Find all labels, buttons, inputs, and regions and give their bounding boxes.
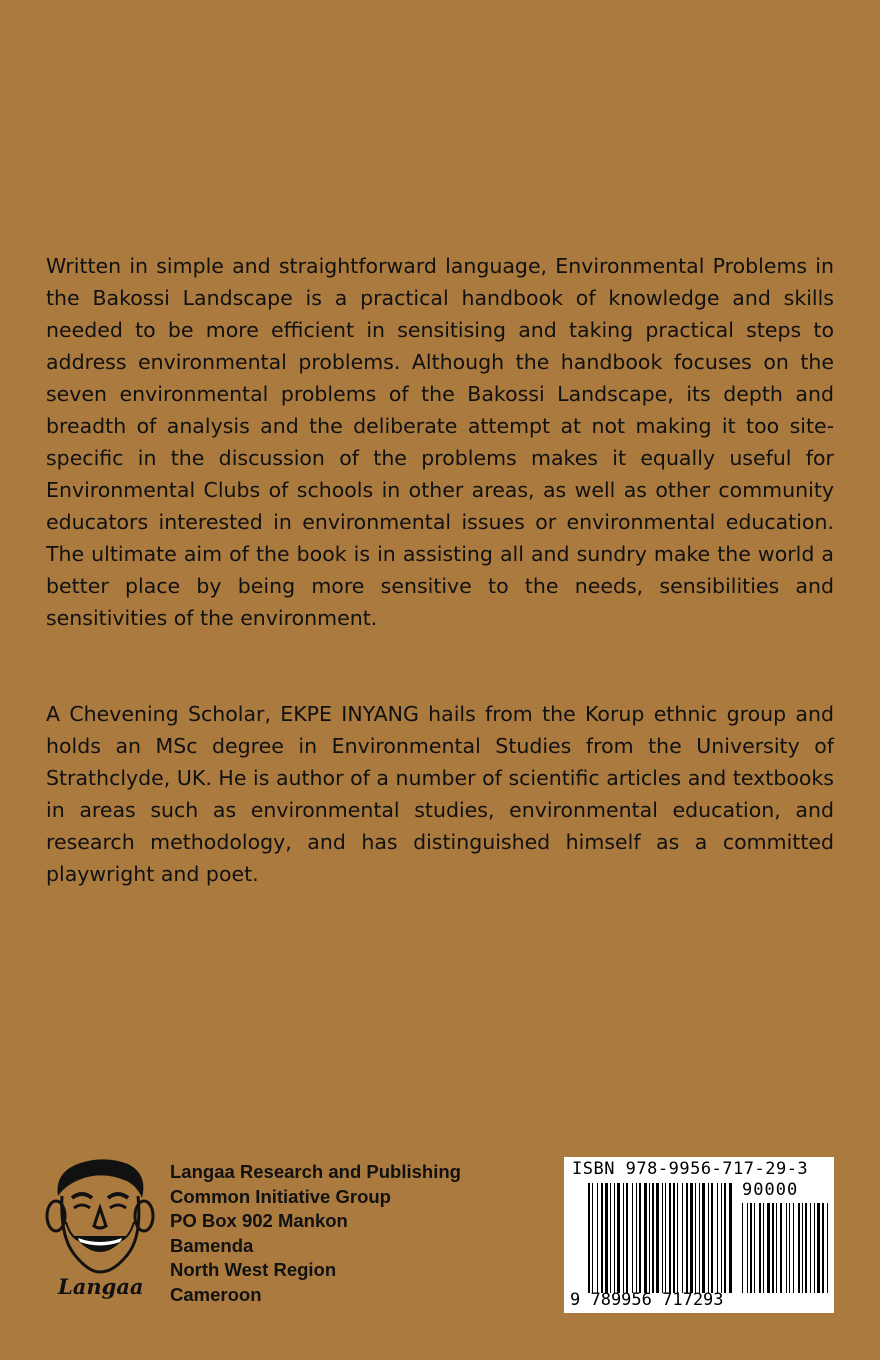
barcode-bar xyxy=(814,1203,815,1293)
barcode-bar xyxy=(702,1183,705,1293)
barcode-bar xyxy=(805,1203,807,1293)
barcode-bar xyxy=(605,1183,608,1293)
barcode-bar xyxy=(632,1183,633,1293)
barcode-bar xyxy=(669,1183,671,1293)
publisher-logo xyxy=(44,1156,156,1310)
barcode-bar xyxy=(786,1203,787,1293)
barcode-bar xyxy=(754,1203,755,1293)
barcode-bar xyxy=(822,1203,824,1293)
barcode-bar xyxy=(597,1183,598,1293)
barcode-bar xyxy=(767,1203,770,1293)
publisher-address-line: Cameroon xyxy=(170,1283,262,1305)
publisher-address-line: Langaa Research and Publishing xyxy=(170,1161,461,1182)
barcode-bar xyxy=(772,1203,774,1293)
barcode-bar xyxy=(639,1183,641,1293)
barcode-bar xyxy=(592,1183,593,1293)
barcode-bar xyxy=(610,1183,611,1293)
barcode-bar xyxy=(750,1203,752,1293)
barcode-bar xyxy=(617,1183,620,1293)
isbn-label: ISBN 978-9956-717-29-3 xyxy=(572,1159,809,1179)
barcode-bar xyxy=(793,1203,794,1293)
barcode-bar xyxy=(759,1203,761,1293)
publisher-address-line: Bamenda xyxy=(170,1234,254,1256)
barcode-bar xyxy=(817,1203,820,1293)
publisher-address xyxy=(170,1160,461,1307)
laughing-face-icon xyxy=(44,1156,156,1276)
publisher-address-line: North West Region xyxy=(170,1259,337,1280)
barcode-bar xyxy=(776,1203,777,1293)
barcode-bar xyxy=(690,1183,693,1293)
barcode-bar xyxy=(673,1183,675,1293)
barcode-bar xyxy=(699,1183,700,1293)
barcode-bar xyxy=(827,1203,828,1293)
barcode-bar xyxy=(742,1203,743,1293)
barcode-bar xyxy=(656,1183,659,1293)
barcode-bar xyxy=(682,1183,683,1293)
barcode-bar xyxy=(662,1183,663,1293)
barcode-bar xyxy=(649,1183,650,1293)
publisher-address-line: PO Box 902 Mankon xyxy=(170,1210,348,1231)
barcode-bar xyxy=(724,1183,726,1293)
barcode-bar xyxy=(614,1183,615,1293)
barcode-bar xyxy=(677,1183,678,1293)
blurb-paragraph-author-bio: A Chevening Scholar, EKPE INYANG hails from the Korup ethnic group and holds an MSc degree in Environmental Studies from the University of Strathclyde, UK. He is author of a number of scientific articles and textbooks in areas such as environmental studies, environmental education, and research methodology, and has distinguished himself as a committed playwright and poet. xyxy=(46,702,834,886)
blurb-paragraph-summary: Written in simple and straightforward language, Environmental Problems in the Bakossi Landscape is a practical handbook of knowledge and skills needed to be more efficient in sensitising and taking practical steps to address environmental problems. Although the handbook focuses on the seven environmental problems of the Bakossi Landscape, its depth and breadth of analysis and the deliberate attempt at not making it too site-specific in the discussion of the problems makes it equally useful for Environmental Clubs of schools in other areas, as well as other community educators interested in environmental issues or environmental education. The ultimate aim of the book is in assisting all and sundry make the world a better place by being more sensitive to the needs, sensibilities and sensitivities of the environment. xyxy=(46,254,834,630)
barcode-bar xyxy=(588,1183,590,1293)
barcode-bar xyxy=(711,1183,713,1293)
barcode-bar xyxy=(721,1183,722,1293)
barcode-bar xyxy=(644,1183,647,1293)
barcode-bar xyxy=(747,1203,748,1293)
barcode-bar xyxy=(636,1183,637,1293)
barcode-bar xyxy=(729,1183,732,1293)
barcode-bar xyxy=(717,1183,718,1293)
barcode-bar xyxy=(665,1183,666,1293)
barcode-bar xyxy=(780,1203,782,1293)
barcode-bar xyxy=(626,1183,628,1293)
barcode-bar xyxy=(708,1183,709,1293)
barcode-bar xyxy=(789,1203,790,1293)
barcode-bar xyxy=(601,1183,603,1293)
barcode-bar xyxy=(652,1183,654,1293)
barcode-bar xyxy=(623,1183,624,1293)
publisher-logo-wordmark: Langaa xyxy=(58,1274,144,1299)
publisher-address-line: Common Initiative Group xyxy=(170,1185,391,1207)
isbn-barcode xyxy=(564,1157,834,1313)
barcode-bar xyxy=(695,1183,696,1293)
ean-digits: 9 789956 717293 xyxy=(570,1290,724,1310)
price-code: 90000 xyxy=(742,1180,799,1200)
barcode-bar xyxy=(802,1203,803,1293)
barcode-bar xyxy=(810,1203,811,1293)
barcode-bar xyxy=(763,1203,764,1293)
barcode-bar xyxy=(798,1203,800,1293)
barcode-bar xyxy=(686,1183,688,1293)
